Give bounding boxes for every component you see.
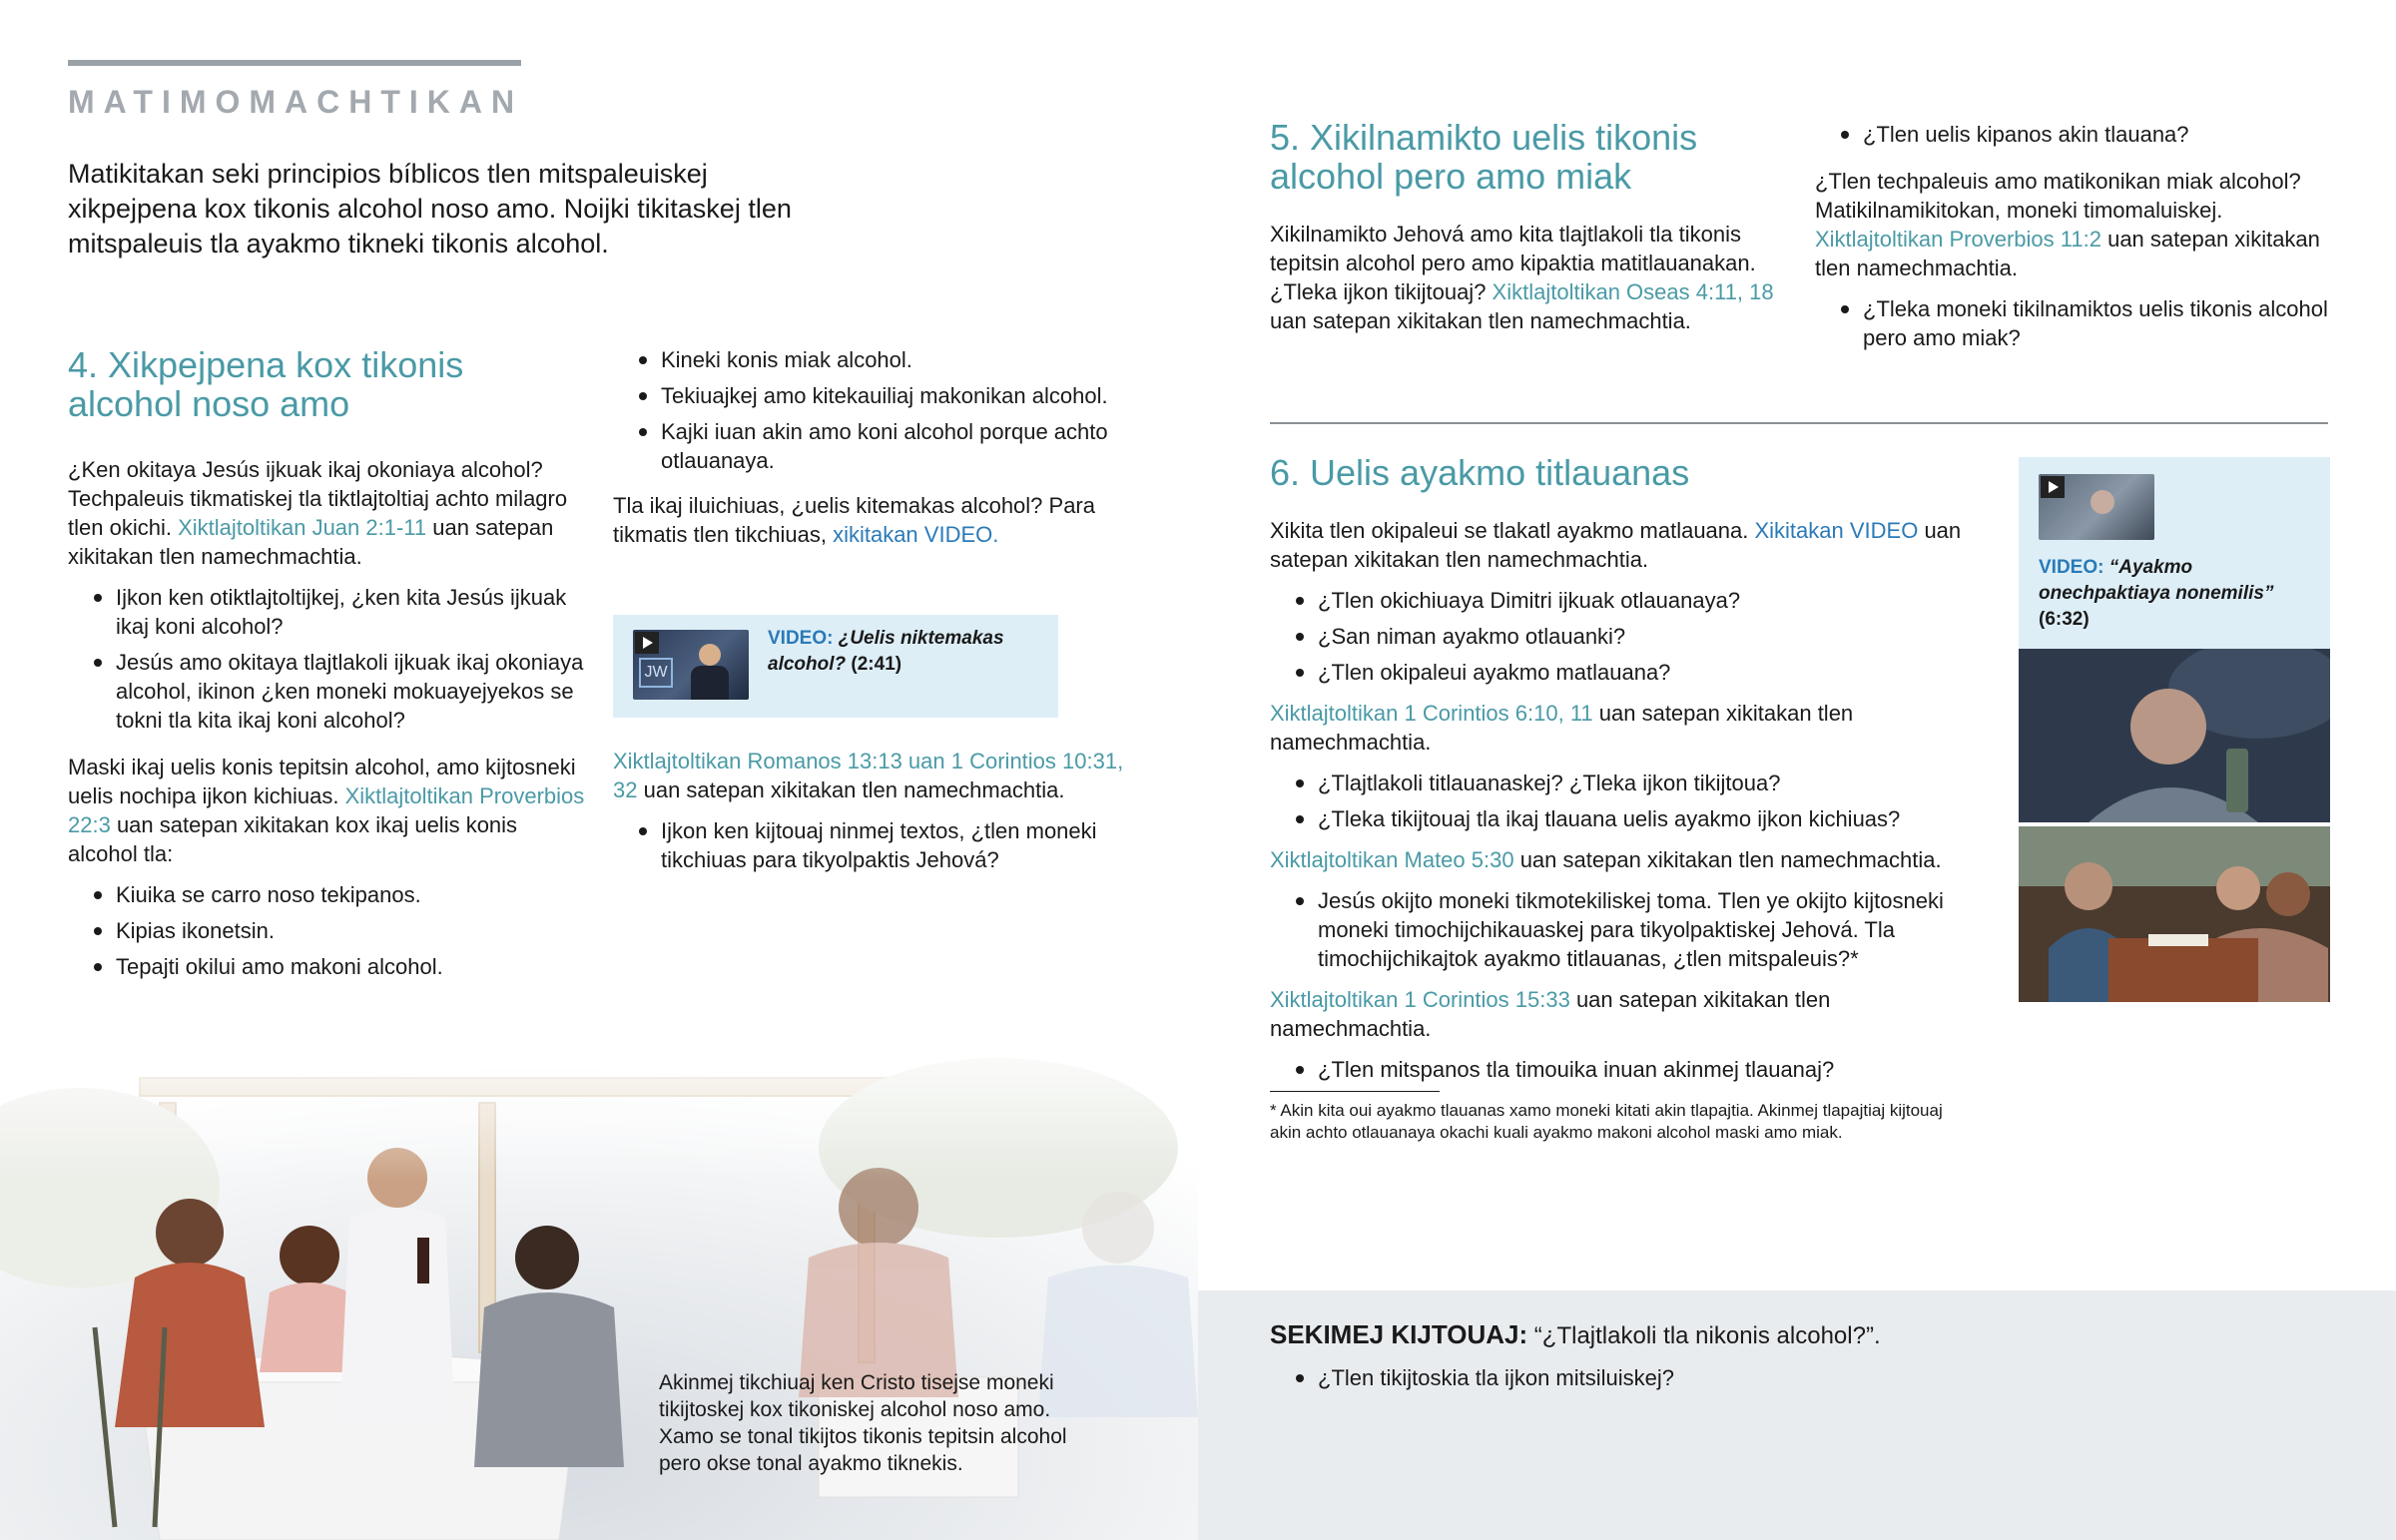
presenter-body — [691, 666, 729, 700]
condition-item: Kipias ikonetsin. — [68, 916, 587, 945]
section-6-paragraph-1: Xikita tlen okipaleui se tlakatl ayakmo matlauana. Xikitakan VIDEO uan satepan xikitakan tlen namechmachtia. — [1270, 518, 1962, 572]
question-list — [613, 816, 1132, 874]
footnote: * Akin kita oui ayakmo tlauanas xamo moneki kitati akin tlapajtia. Akinmej tlapajtiaj kijtouaj akin achto otlauanaya okachi kuali ayakmo makoni alcohol maski amo miak. — [1270, 1101, 1943, 1142]
question-item: ¿Tlen okichiuaya Dimitri ijkuak otlauanaya? — [1270, 586, 1969, 615]
kicker-rule — [68, 60, 521, 66]
question-list — [1815, 294, 2334, 352]
question-item: ¿Tlajtlakoli titlauanaskej? ¿Tleka ijkon tikijtoua? — [1270, 769, 1969, 797]
video-card-1[interactable] — [613, 615, 1058, 718]
question-item: ¿Tlen tikijtoskia tla ijkon mitsiluiskej? — [1270, 1363, 2328, 1392]
scripture-link[interactable]: Xiktlajtoltikan Oseas 4:11, 18 — [1492, 279, 1774, 304]
question-item: ¿Tleka moneki tikilnamiktos uelis tikonis alcohol pero amo miak? — [1815, 294, 2334, 352]
thumbnail-figure — [2091, 490, 2114, 514]
section-5-paragraph-2: ¿Tlen techpaleuis amo matikonikan miak alcohol? Matikilnamikitokan, moneki timomaluiskej. Xiktlajtoltikan Proverbios 11:2 uan satepan xikitakan tlen namechmachtia. — [1815, 169, 2320, 280]
section-6-title: 6. Uelis ayakmo titlauanas — [1270, 452, 1690, 493]
video-thumbnail — [2039, 474, 2154, 540]
section-4-paragraph-2: Maski ikaj uelis konis tepitsin alcohol, amo kijtosneki uelis nochipa ijkon kichiuas. Xiktlajtoltikan Proverbios 22:3 uan satepan xikitakan kox ikaj uelis konis alcohol tla: — [68, 755, 585, 866]
question-list — [1270, 769, 1969, 833]
question-item: ¿Tlen uelis kipanos akin tlauana? — [1815, 120, 2334, 149]
section-divider — [1270, 422, 2328, 424]
question-list — [1815, 120, 2334, 149]
video-stills — [2019, 649, 2330, 1002]
illustration-caption: Akinmej tikchiuaj ken Cristo tisejse moneki tikijtoskej kox tikoniskej alcohol noso amo. Xamo se tonal tikijtos tikonis tepitsin alcohol pero okse tonal ayakmo tiknekis. — [659, 1371, 1067, 1475]
condition-item: Tepajti okilui amo makoni alcohol. — [68, 952, 587, 981]
video-card-2[interactable] — [2019, 457, 2330, 649]
video-link[interactable]: xikitakan VIDEO. — [833, 522, 999, 547]
question-item: Jesús amo okitaya tlajtlakoli ijkuak ikaj okoniaya alcohol, ikinon ¿ken moneki mokuayejyekos se tokni tla kita ikaj koni alcohol? — [68, 648, 587, 735]
page-kicker: MATIMOMACHTIKAN — [68, 84, 524, 120]
play-icon — [2041, 476, 2065, 498]
question-list — [1270, 886, 1969, 973]
presenter-head — [699, 644, 721, 666]
section-6-paragraph-2: Xiktlajtoltikan 1 Corintios 6:10, 11 uan satepan xikitakan tlen namechmachtia. — [1270, 701, 1854, 755]
section-5-column-2 — [1815, 120, 2334, 359]
section-4-title: 4. Xikpejpena kox tikonis alcohol noso amo — [68, 344, 464, 424]
section-5-column-1 — [1270, 118, 1789, 335]
section-4-paragraph-1: ¿Ken okitaya Jesús ijkuak ikaj okoniaya alcohol? Techpaleuis tikmatiskej tla tiktlajtoltiaj achto milagro tlen okichi. Xiktlajtoltikan Juan 2:1-11 uan satepan xikitakan tlen namechmachtia. — [68, 457, 568, 569]
jw-logo-icon: JW — [639, 658, 673, 688]
review-label: SEKIMEJ KIJTOUAJ: — [1270, 1319, 1528, 1349]
scripture-link[interactable]: Xiktlajtoltikan 1 Corintios 6:10, 11 — [1270, 701, 1593, 726]
play-icon — [635, 632, 659, 654]
video-link[interactable]: Xikitakan VIDEO — [1754, 518, 1919, 543]
scripture-link[interactable]: Xiktlajtoltikan Proverbios 22:3 — [68, 783, 585, 837]
section-6-column — [1270, 453, 1969, 1144]
question-list — [1270, 1363, 2328, 1392]
section-6-paragraph-4: Xiktlajtoltikan 1 Corintios 15:33 uan satepan xikitakan tlen namechmachtia. — [1270, 987, 1831, 1041]
question-item: ¿Tleka tikijtouaj tla ikaj tlauana uelis ayakmo ijkon kichiuas? — [1270, 804, 1969, 833]
footnote-rule — [1270, 1091, 1440, 1092]
question-item: Ijkon ken kijtouaj ninmej textos, ¿tlen moneki tikchiuas para tikyolpaktis Jehová? — [613, 816, 1132, 874]
question-item: ¿Tlen okipaleui ayakmo matlauana? — [1270, 658, 1969, 687]
review-section — [1270, 1317, 2328, 1399]
question-item: ¿Tlen mitspanos tla timouika inuan akinmej tlauanaj? — [1270, 1055, 1969, 1084]
section-4-paragraph-3: Tla ikaj iluichiuas, ¿uelis kitemakas alcohol? Para tikmatis tlen tikchiuas, xikitakan VIDEO. — [613, 493, 1095, 547]
section-6-paragraph-3: Xiktlajtoltikan Mateo 5:30 uan satepan xikitakan tlen namechmachtia. — [1270, 847, 1942, 872]
condition-item: Tekiuajkej amo kitekauiliaj makonikan alcohol. — [613, 381, 1132, 410]
video-thumbnail — [633, 630, 749, 700]
video-caption: VIDEO: ¿Uelis niktemakas alcohol? (2:41) — [768, 628, 1004, 675]
section-5-title: 5. Xikilnamikto uelis tikonis alcohol pero amo miak — [1270, 117, 1698, 197]
intro-text: Matikitakan seki principios bíblicos tlen mitspaleuiskej xikpejpena kox tikonis alcohol noso amo. Noijki tikitaskej tlen mitspaleuis tla ayakmo tikneki tikonis alcohol. — [68, 159, 792, 258]
question-list — [1270, 1055, 1969, 1084]
condition-item: Kineki konis miak alcohol. — [613, 345, 1132, 374]
scripture-link[interactable]: Xiktlajtoltikan Mateo 5:30 — [1270, 847, 1514, 872]
question-list — [1270, 586, 1969, 687]
question-item: Jesús okijto moneki tikmotekiliskej toma. Tlen ye okijto kijtosneki moneki timochijchikauaskej para tikyolpaktiskej Jehová. Tla timochijchikajtok ayakmo titlauanas, ¿tlen mitspaleuis?* — [1270, 886, 1969, 973]
scripture-link[interactable]: Xiktlajtoltikan Proverbios 11:2 — [1815, 227, 2101, 252]
condition-item: Kiuika se carro noso tekipanos. — [68, 880, 587, 909]
section-5-paragraph-1: Xikilnamikto Jehová amo kita tlajtlakoli tla tikonis tepitsin alcohol pero amo kipaktia matitlauanakan. ¿Tleka ijkon tikijtouaj? Xiktlajtoltikan Oseas 4:11, 18 uan satepan xikitakan tlen namechmachtia. — [1270, 222, 1774, 333]
condition-item: Kajki iuan akin amo koni alcohol porque achto otlauanaya. — [613, 417, 1132, 475]
section-4-paragraph-4: Xiktlajtoltikan Romanos 13:13 uan 1 Corintios 10:31, 32 uan satepan xikitakan tlen namechmachtia. — [613, 749, 1124, 802]
condition-list-continued — [613, 345, 1132, 475]
question-item: Ijkon ken otiktlajtoltijkej, ¿ken kita Jesús ijkuak ikaj koni alcohol? — [68, 583, 587, 641]
section-4-column-2-bottom — [613, 747, 1132, 881]
question-item: ¿San niman ayakmo otlauanki? — [1270, 622, 1969, 651]
section-4-column-1 — [68, 345, 587, 988]
section-4-column-2 — [613, 345, 1132, 549]
condition-list — [68, 880, 587, 981]
question-list — [68, 583, 587, 735]
scripture-link[interactable]: Xiktlajtoltikan 1 Corintios 15:33 — [1270, 987, 1570, 1012]
video-caption: VIDEO: “Ayakmo onechpaktiaya nonemilis” (6:32) — [2039, 557, 2274, 630]
scripture-link[interactable]: Xiktlajtoltikan Juan 2:1-11 — [178, 515, 427, 540]
review-question: SEKIMEJ KIJTOUAJ: “¿Tlajtlakoli tla nikonis alcohol?”. — [1270, 1319, 1881, 1349]
scripture-link[interactable]: Xiktlajtoltikan Romanos 13:13 uan 1 Corintios 10:31, 32 — [613, 749, 1124, 802]
